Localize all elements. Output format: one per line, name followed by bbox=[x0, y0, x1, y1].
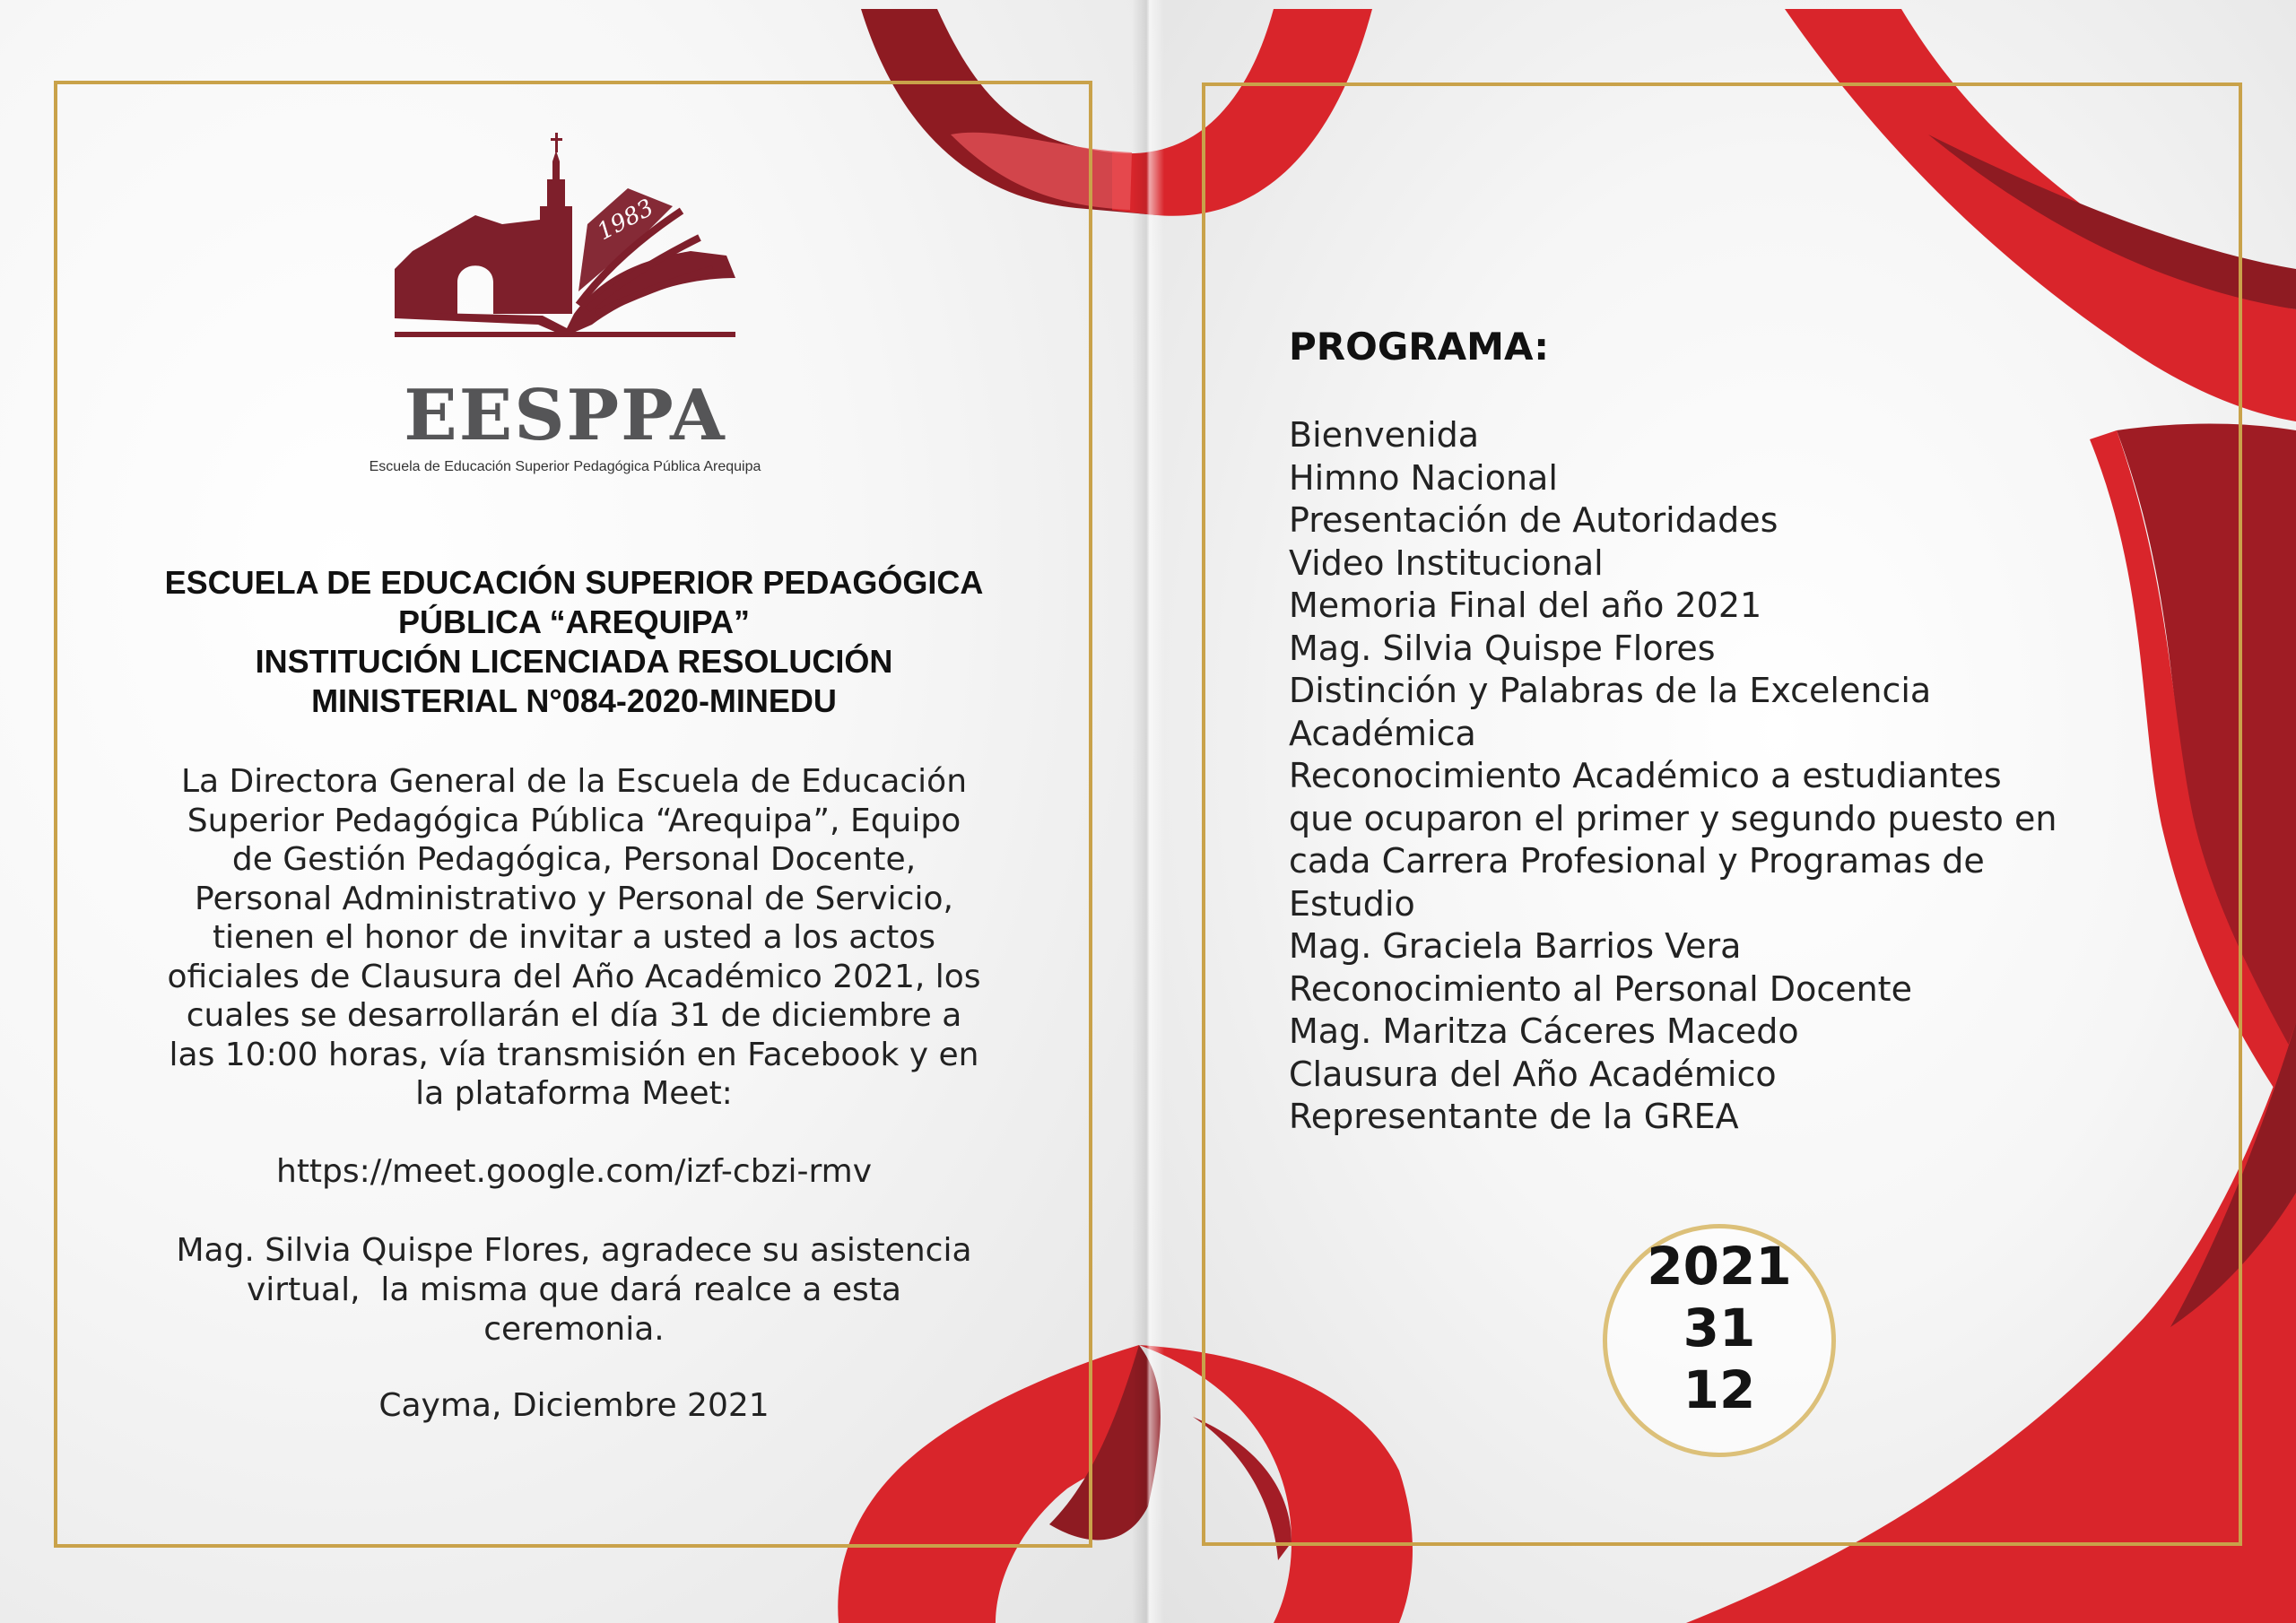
program-item: Bienvenida bbox=[1289, 415, 1480, 455]
invitation-line: Personal Administrativo y Personal de Servicio, bbox=[195, 880, 953, 917]
program-item: Presentación de Autoridades bbox=[1289, 500, 1779, 540]
program-list bbox=[1289, 414, 2168, 1139]
program-item: Himno Nacional bbox=[1289, 457, 1558, 498]
school-title-line: MINISTERIAL N°084-2020-MINEDU bbox=[311, 682, 837, 719]
invitation-line: Superior Pedagógica Pública “Arequipa”, Equipo bbox=[187, 802, 961, 839]
school-title-line: ESCUELA DE EDUCACIÓN SUPERIOR PEDAGÓGICA bbox=[164, 564, 984, 601]
invitation-line: las 10:00 horas, vía transmisión en Facebook y en bbox=[169, 1036, 979, 1073]
program-item: Mag. Silvia Quispe Flores bbox=[1289, 628, 1716, 668]
thanks-text bbox=[126, 1231, 1022, 1350]
program-item: Mag. Maritza Cáceres Macedo bbox=[1289, 1011, 1799, 1051]
thanks-line: virtual, la misma que dará realce a esta bbox=[246, 1271, 901, 1308]
logo-year-text: 1983 bbox=[593, 194, 658, 247]
program-item: que ocuparon el primer y segundo puesto en bbox=[1289, 798, 2057, 838]
meet-link[interactable]: https://meet.google.com/izf-cbzi-rmv bbox=[276, 1153, 872, 1190]
program-item: Académica bbox=[1289, 713, 1476, 753]
date-month: 12 bbox=[1683, 1359, 1756, 1420]
school-title-line: PÚBLICA “AREQUIPA” bbox=[397, 603, 750, 640]
invitation-line: la plataforma Meet: bbox=[415, 1075, 733, 1112]
church-tower-icon bbox=[540, 151, 572, 314]
center-fold bbox=[1132, 0, 1164, 1623]
arch-building-icon bbox=[395, 215, 540, 314]
invitation-line: de Gestión Pedagógica, Personal Docente, bbox=[231, 841, 917, 878]
program-item: Clausura del Año Académico bbox=[1289, 1054, 1777, 1094]
logo-subtitle: Escuela de Educación Superior Pedagógica Pública Arequipa bbox=[369, 459, 761, 474]
invitation-line: tienen el honor de invitar a usted a los actos bbox=[212, 919, 936, 956]
program-item: Memoria Final del año 2021 bbox=[1289, 586, 1762, 625]
program-item: Mag. Graciela Barrios Vera bbox=[1289, 926, 1742, 966]
invitation-line: oficiales de Clausura del Año Académico 2021, los bbox=[167, 958, 981, 995]
invitation-line: La Directora General de la Escuela de Educación bbox=[180, 763, 968, 800]
program-item: Reconocimiento al Personal Docente bbox=[1289, 968, 1912, 1009]
program-item: Representante de la GREA bbox=[1289, 1097, 1739, 1136]
invitation-line: cuales se desarrollarán el día 31 de diciembre a bbox=[186, 997, 962, 1034]
date-day: 31 bbox=[1683, 1298, 1756, 1358]
program-item: Video Institucional bbox=[1289, 542, 1604, 583]
thanks-line: ceremonia. bbox=[483, 1311, 665, 1348]
program-item: Distinción y Palabras de la Excelencia bbox=[1289, 671, 1932, 710]
eesppa-logo bbox=[395, 126, 735, 368]
program-item: cada Carrera Profesional y Programas de bbox=[1289, 841, 1985, 881]
school-title-line: INSTITUCIÓN LICENCIADA RESOLUCIÓN bbox=[255, 643, 893, 680]
thanks-line: Mag. Silvia Quispe Flores, agradece su asistencia bbox=[176, 1232, 972, 1269]
date-year: 2021 bbox=[1647, 1236, 1792, 1297]
program-item: Reconocimiento Académico a estudiantes bbox=[1289, 756, 2002, 795]
program-heading: PROGRAMA: bbox=[1289, 325, 1550, 369]
logo-wordmark: EESPPA bbox=[404, 375, 726, 456]
invitation-text bbox=[126, 762, 1022, 1114]
signoff-date: Cayma, Diciembre 2021 bbox=[378, 1387, 770, 1424]
school-title bbox=[126, 563, 1022, 721]
program-item: Estudio bbox=[1289, 883, 1415, 924]
